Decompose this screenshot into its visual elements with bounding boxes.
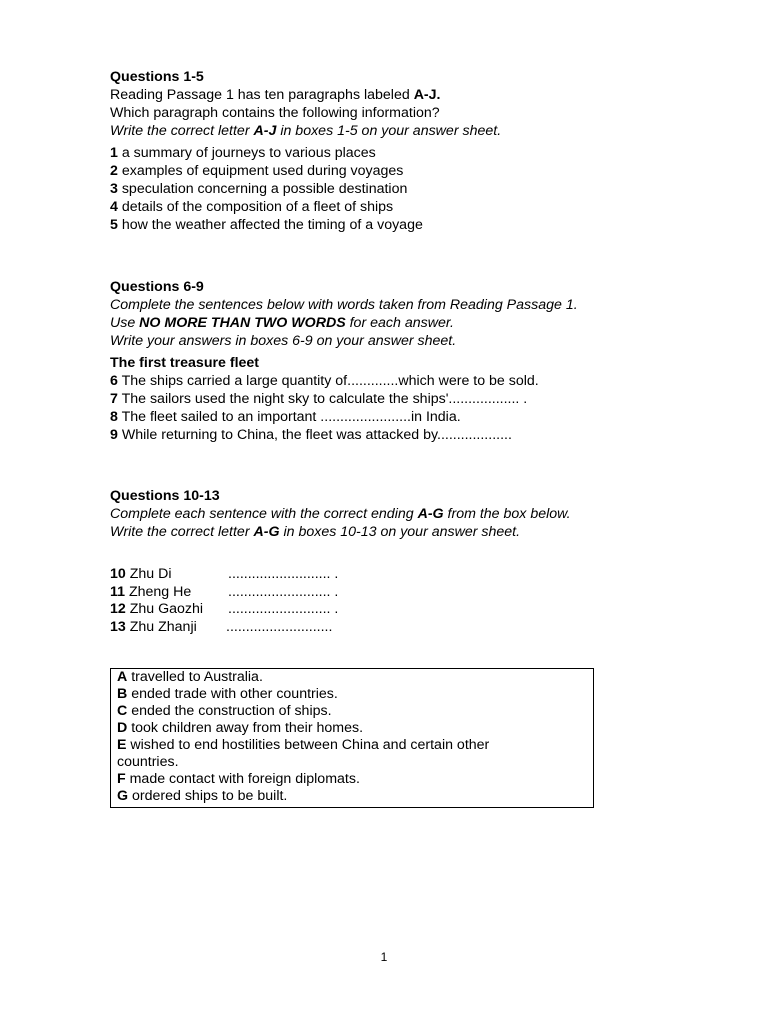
list-item: 8 The fleet sailed to an important .......................in India. bbox=[110, 409, 461, 425]
list-item: 13 Zhu Zhanji ........................... bbox=[110, 618, 333, 635]
ending-item: B ended trade with other countries. bbox=[117, 686, 338, 702]
section-instruction: Write the correct letter A-J in boxes 1-5 on your answer sheet. bbox=[110, 123, 502, 139]
section-instruction: Use NO MORE THAN TWO WORDS for each answer. bbox=[110, 315, 454, 331]
list-item: 5 how the weather affected the timing of a voyage bbox=[110, 217, 423, 233]
list-item: 3 speculation concerning a possible destination bbox=[110, 181, 408, 197]
section-instruction: Complete each sentence with the correct ending A-G from the box below. bbox=[110, 506, 571, 522]
answer-blank: .......................... . bbox=[228, 566, 339, 582]
ending-item: A travelled to Australia. bbox=[117, 669, 263, 685]
ending-item: C ended the construction of ships. bbox=[117, 703, 332, 719]
section-questions-6-9 bbox=[110, 278, 730, 444]
subheading: The first treasure fleet bbox=[110, 355, 260, 371]
section-heading: Questions 10-13 bbox=[110, 488, 220, 504]
list-item: 2 examples of equipment used during voyages bbox=[110, 163, 404, 179]
section-heading: Questions 1-5 bbox=[110, 69, 204, 85]
list-item: 1 a summary of journeys to various places bbox=[110, 145, 376, 161]
answer-blank: .......................... . bbox=[228, 601, 339, 617]
ending-item: G ordered ships to be built. bbox=[117, 788, 288, 804]
section-question: Which paragraph contains the following information? bbox=[110, 105, 440, 121]
page-number: 1 bbox=[380, 950, 388, 964]
list-item: 4 details of the composition of a fleet of ships bbox=[110, 199, 394, 215]
ending-item: D took children away from their homes. bbox=[117, 720, 364, 736]
endings-box bbox=[110, 668, 594, 808]
section-questions-1-5 bbox=[110, 68, 730, 234]
ending-item: E wished to end hostilities between China and certain other countries. bbox=[117, 737, 490, 770]
section-instruction: Write the correct letter A-G in boxes 10-13 on your answer sheet. bbox=[110, 524, 521, 540]
list-item: 7 The sailors used the night sky to calculate the ships'.................. . bbox=[110, 391, 528, 407]
section-instruction: Complete the sentences below with words taken from Reading Passage 1. bbox=[110, 297, 578, 313]
matching-list bbox=[110, 565, 730, 635]
section-instruction: Write your answers in boxes 6-9 on your answer sheet. bbox=[110, 333, 457, 349]
section-heading: Questions 6-9 bbox=[110, 279, 204, 295]
list-item: 12 Zhu Gaozhi .......................... . bbox=[110, 601, 339, 617]
section-questions-10-13 bbox=[110, 487, 730, 541]
answer-blank: ........................... bbox=[226, 618, 333, 635]
list-item: 6 The ships carried a large quantity of.............which were to be sold. bbox=[110, 373, 539, 389]
answer-blank: .......................... . bbox=[228, 583, 339, 600]
section-intro: Reading Passage 1 has ten paragraphs labeled A-J. bbox=[110, 87, 441, 103]
list-item: 9 While returning to China, the fleet was attacked by................... bbox=[110, 427, 512, 443]
list-item: 10 Zhu Di .......................... . bbox=[110, 566, 339, 582]
list-item: 11 Zheng He .......................... . bbox=[110, 583, 339, 600]
ending-item: F made contact with foreign diplomats. bbox=[117, 771, 360, 787]
